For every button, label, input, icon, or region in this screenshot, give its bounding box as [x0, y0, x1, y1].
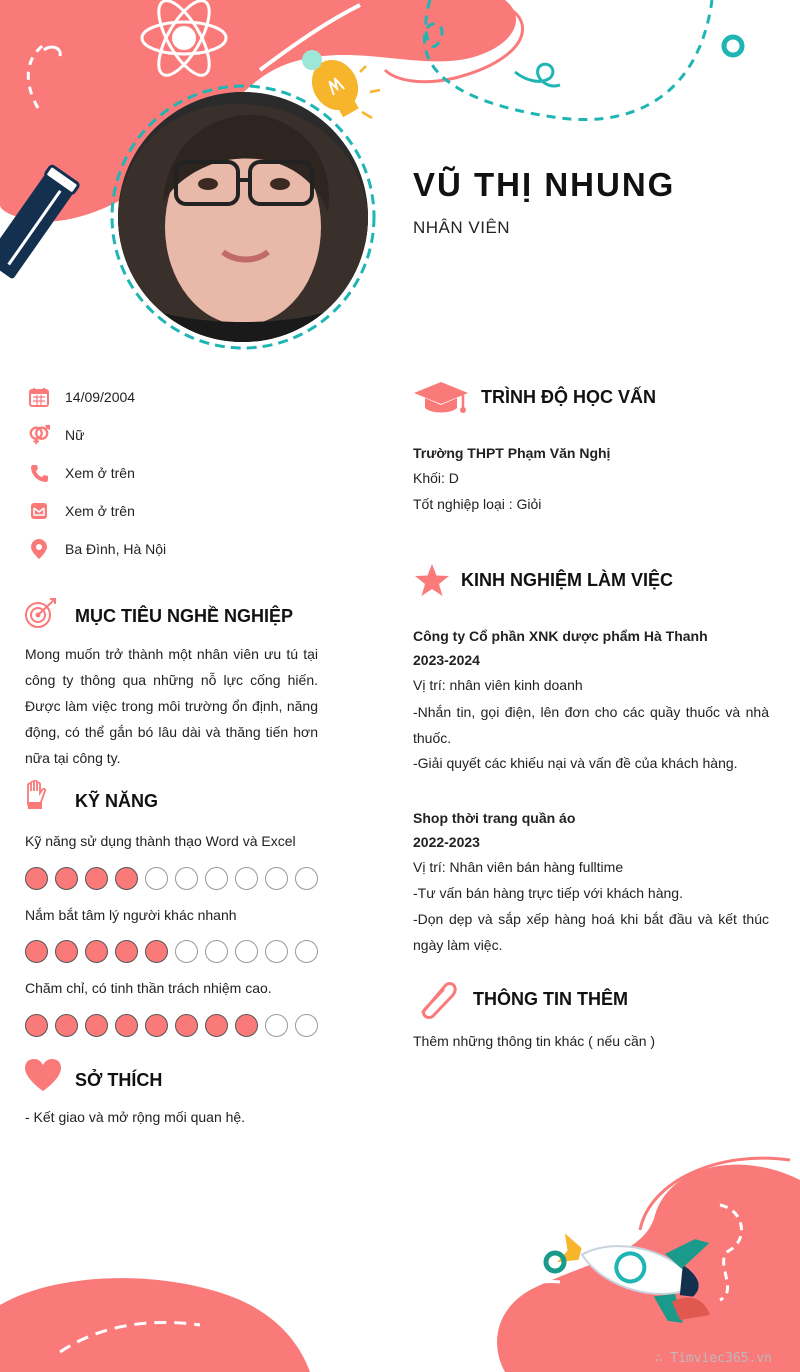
skill-rating: [25, 1014, 318, 1037]
email-text: Xem ở trên: [65, 503, 135, 519]
watermark-text: ∴ Timviec365.vn: [654, 1351, 772, 1366]
skill-name: Kỹ năng sử dụng thành thạo Word và Excel: [25, 833, 296, 849]
rating-dot-filled: [85, 1014, 108, 1037]
extra-text: Thêm những thông tin khác ( nếu cần ): [413, 1033, 656, 1049]
address-text: Ba Đình, Hà Nội: [65, 541, 167, 557]
contact-address: [28, 537, 167, 561]
contact-gender: [28, 423, 85, 447]
rating-dot-empty: [295, 1014, 318, 1037]
rating-dot-filled: [85, 940, 108, 963]
rating-dot-filled: [115, 940, 138, 963]
job-description: -Tư vấn bán hàng trực tiếp với khách hàng.: [413, 885, 683, 901]
objective-text: Mong muốn trở thành một nhân viên ưu tú tại công ty thông qua những nỗ lực cống hiến. Được làm việc trong môi trường ổn định, năng động, có thể gắn bó lâu dài và thăng tiến hơn nữa tại công ty.: [25, 646, 318, 766]
job-title: NHÂN VIÊN: [413, 218, 511, 237]
rating-dot-filled: [145, 1014, 168, 1037]
gender-text: Nữ: [65, 427, 85, 443]
email-icon: [28, 500, 50, 522]
hobbies-title: SỞ THÍCH: [75, 1070, 163, 1090]
rating-dot-filled: [55, 940, 78, 963]
rating-dot-empty: [295, 867, 318, 890]
contact-email: [28, 499, 135, 523]
rating-dot-empty: [175, 867, 198, 890]
rating-dot-filled: [55, 1014, 78, 1037]
objective-title: MỤC TIÊU NGHỀ NGHIỆP: [75, 606, 294, 626]
rating-dot-filled: [85, 867, 108, 890]
star-icon: [414, 563, 450, 602]
candidate-name: VŨ THỊ NHUNG: [413, 166, 676, 203]
rating-dot-filled: [115, 1014, 138, 1037]
job-role: Vị trí: Nhân viên bán hàng fulltime: [413, 859, 624, 875]
education-line: Tốt nghiệp loại : Giỏi: [413, 496, 542, 512]
experience-title: KINH NGHIỆM LÀM VIỆC: [461, 570, 674, 590]
target-icon: [24, 597, 58, 634]
rating-dot-empty: [235, 867, 258, 890]
rating-dot-filled: [175, 1014, 198, 1037]
rating-dot-empty: [205, 867, 228, 890]
education-title: TRÌNH ĐỘ HỌC VẤN: [481, 387, 656, 407]
company-name: Công ty Cổ phần XNK dược phẩm Hà Thanh: [413, 628, 708, 644]
school-name: Trường THPT Phạm Văn Nghị: [413, 445, 611, 461]
education-line: Khối: D: [413, 470, 459, 486]
skill-name: Chăm chỉ, có tinh thần trách nhiệm cao.: [25, 980, 272, 996]
heart-icon: [24, 1058, 62, 1097]
rating-dot-filled: [145, 940, 168, 963]
paperclip-icon: [415, 980, 459, 1025]
profile-photo: [118, 92, 368, 342]
rating-dot-empty: [265, 940, 288, 963]
hand-icon: [24, 780, 48, 815]
birthday-text: 14/09/2004: [65, 389, 136, 405]
gender-icon: [28, 424, 50, 446]
skill-rating: [25, 867, 318, 890]
job-period: 2022-2023: [413, 834, 480, 850]
location-icon: [28, 538, 50, 560]
calendar-icon: [28, 386, 50, 408]
skills-title: KỸ NĂNG: [75, 791, 159, 811]
contact-birthday: [28, 385, 136, 409]
rating-dot-filled: [55, 867, 78, 890]
hobbies-text: - Kết giao và mở rộng mối quan hệ.: [25, 1109, 246, 1125]
rating-dot-filled: [25, 867, 48, 890]
company-name: Shop thời trang quần áo: [413, 810, 576, 826]
rating-dot-filled: [25, 940, 48, 963]
contact-phone: [28, 461, 135, 485]
job-role: Vị trí: nhân viên kinh doanh: [413, 677, 583, 693]
graduation-cap-icon: [413, 380, 469, 421]
job-description: -Nhắn tin, gọi điện, lên đơn cho các quầy thuốc và nhà thuốc.: [413, 704, 769, 746]
rating-dot-empty: [145, 867, 168, 890]
rating-dot-filled: [25, 1014, 48, 1037]
rating-dot-filled: [235, 1014, 258, 1037]
job-description: -Giải quyết các khiếu nại và vấn đề của khách hàng.: [413, 755, 738, 771]
skill-rating: [25, 940, 318, 963]
job-period: 2023-2024: [413, 652, 480, 668]
rating-dot-empty: [265, 867, 288, 890]
rating-dot-filled: [205, 1014, 228, 1037]
rating-dot-filled: [115, 867, 138, 890]
rating-dot-empty: [265, 1014, 288, 1037]
rating-dot-empty: [175, 940, 198, 963]
phone-text: Xem ở trên: [65, 465, 135, 481]
rating-dot-empty: [205, 940, 228, 963]
job-description: -Dọn dẹp và sắp xếp hàng hoá khi bắt đầu và kết thúc ngày làm việc.: [413, 911, 769, 953]
phone-icon: [28, 462, 50, 484]
skill-name: Nắm bắt tâm lý người khác nhanh: [25, 907, 237, 923]
extra-title: THÔNG TIN THÊM: [473, 989, 628, 1009]
rating-dot-empty: [295, 940, 318, 963]
rating-dot-empty: [235, 940, 258, 963]
